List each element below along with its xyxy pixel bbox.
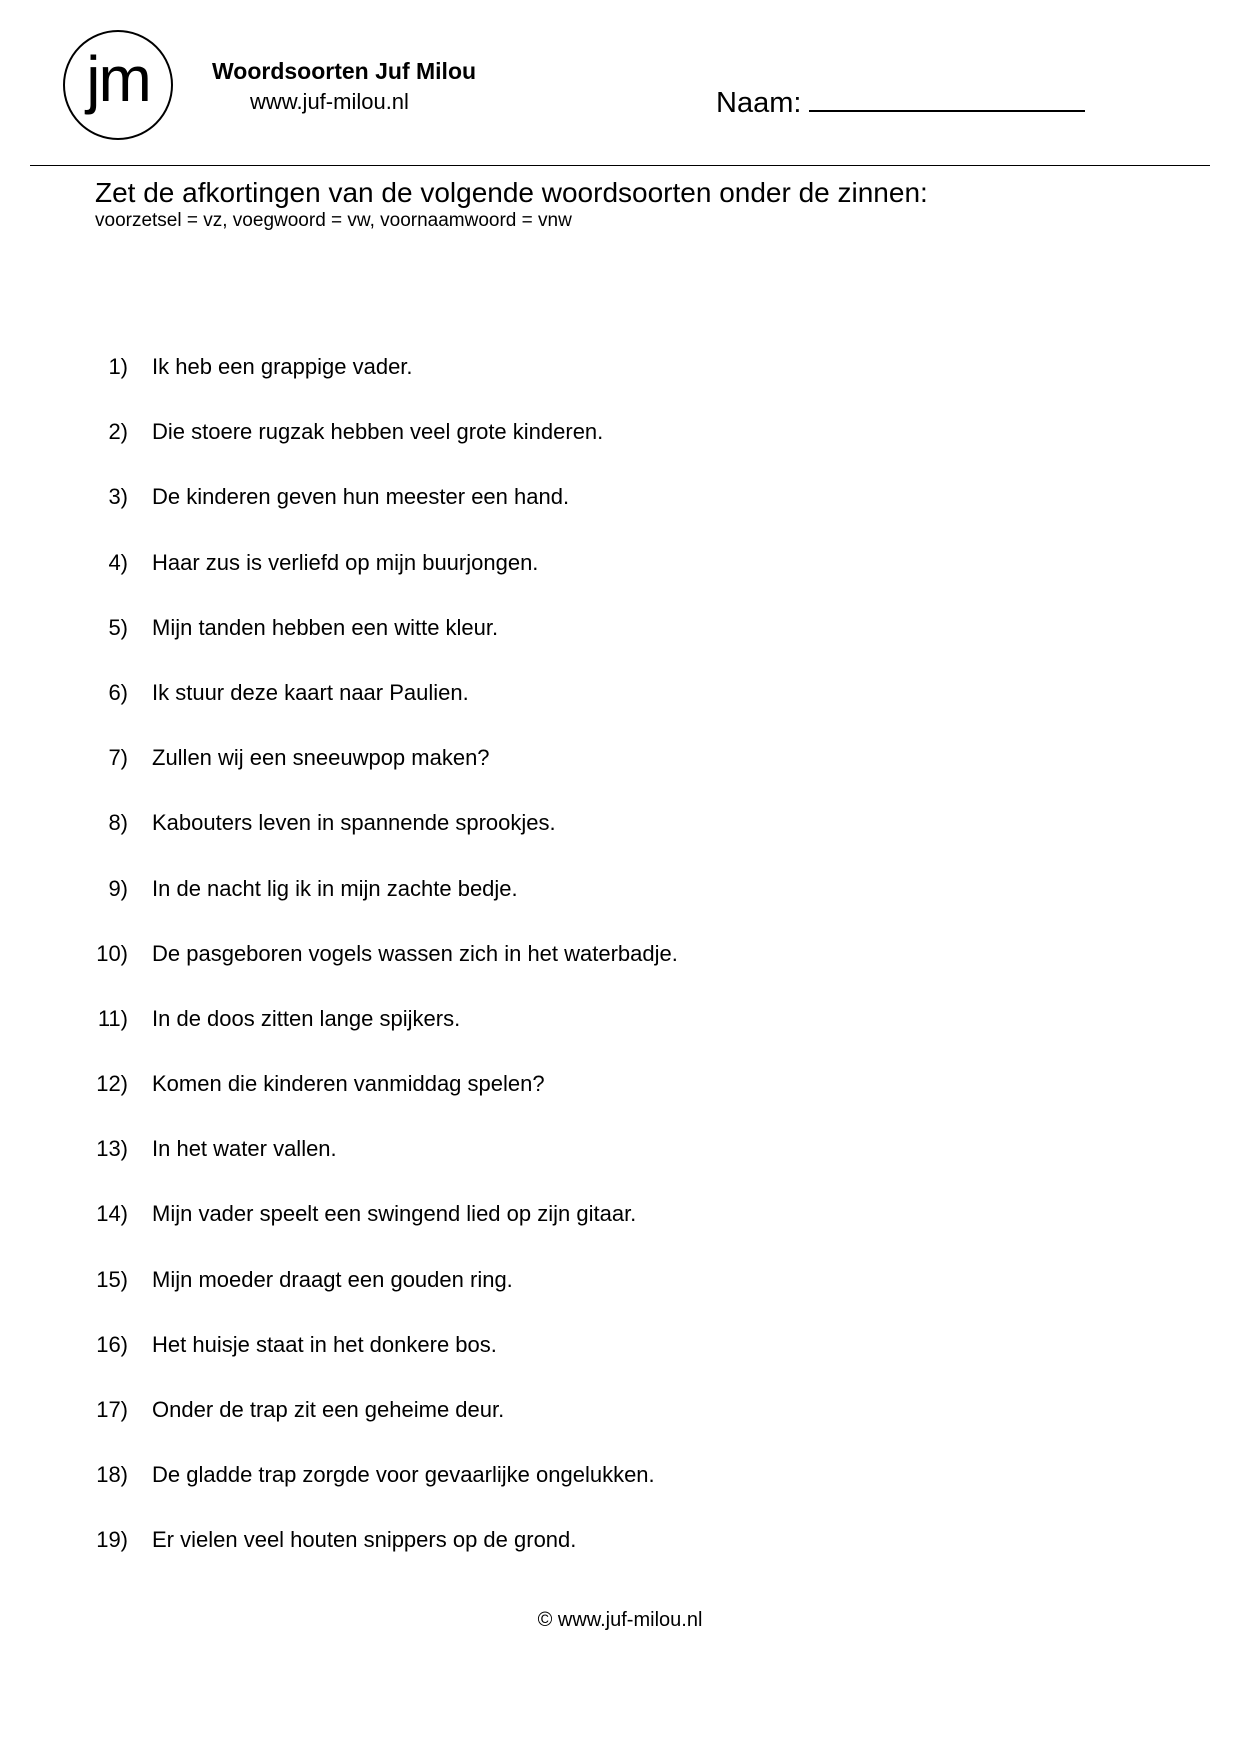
exercise-item xyxy=(0,940,1240,1005)
exercise-sentence: Die stoere rugzak hebben veel grote kinderen. xyxy=(152,419,604,445)
exercise-number: 9) xyxy=(108,875,128,901)
exercise-number: 19) xyxy=(96,1527,128,1553)
exercise-item xyxy=(0,744,1240,809)
exercise-item xyxy=(0,483,1240,548)
exercise-sentence: Er vielen veel houten snippers op de grond. xyxy=(152,1527,577,1553)
exercise-item xyxy=(0,1200,1240,1265)
exercise-item xyxy=(0,1331,1240,1396)
exercise-sentence: Het huisje staat in het donkere bos. xyxy=(152,1331,497,1357)
name-label: Naam: xyxy=(716,87,802,119)
name-blank-line xyxy=(809,84,1085,112)
exercise-sentence: Komen die kinderen vanmiddag spelen? xyxy=(152,1071,545,1097)
logo xyxy=(63,30,173,140)
exercise-number: 12) xyxy=(96,1071,128,1097)
exercise-item xyxy=(0,1461,1240,1526)
exercise-sentence: De kinderen geven hun meester een hand. xyxy=(152,484,570,510)
exercise-item xyxy=(0,1005,1240,1070)
exercise-number: 6) xyxy=(108,679,128,705)
exercise-sentence: Ik heb een grappige vader. xyxy=(152,354,413,379)
instruction-title: Zet de afkortingen van de volgende woordsoorten onder de zinnen: xyxy=(95,177,928,208)
exercise-item xyxy=(0,549,1240,614)
site-title: Woordsoorten Juf Milou xyxy=(212,58,477,84)
instruction-legend: voorzetsel = vz, voegwoord = vw, voornaamwoord = vnw xyxy=(95,210,572,231)
exercise-number: 1) xyxy=(108,354,128,379)
exercise-item xyxy=(0,679,1240,744)
exercise-number: 5) xyxy=(108,614,128,640)
exercise-item xyxy=(0,1135,1240,1200)
header-divider xyxy=(30,165,1210,166)
exercise-item xyxy=(0,614,1240,679)
exercise-sentence: De pasgeboren vogels wassen zich in het waterbadje. xyxy=(152,940,678,966)
exercise-item xyxy=(0,875,1240,940)
exercise-sentence: In de doos zitten lange spijkers. xyxy=(152,1005,461,1031)
exercise-item xyxy=(0,809,1240,874)
exercise-sentence: Mijn moeder draagt een gouden ring. xyxy=(152,1266,513,1292)
exercise-sentence: Onder de trap zit een geheime deur. xyxy=(152,1397,505,1422)
exercise-item xyxy=(0,1526,1240,1591)
exercise-item xyxy=(0,418,1240,483)
site-url: www.juf-milou.nl xyxy=(250,89,409,114)
exercise-number: 18) xyxy=(96,1462,128,1488)
exercise-sentence: Mijn vader speelt een swingend lied op zijn gitaar. xyxy=(152,1201,637,1227)
exercise-number: 17) xyxy=(96,1397,128,1422)
exercise-number: 10) xyxy=(96,940,128,966)
exercise-number: 7) xyxy=(108,745,128,771)
exercise-number: 8) xyxy=(108,810,128,836)
exercise-number: 3) xyxy=(108,484,128,510)
exercise-sentence: In de nacht lig ik in mijn zachte bedje. xyxy=(152,875,518,901)
footer-copyright: © www.juf-milou.nl xyxy=(537,1609,703,1631)
exercise-sentence: Ik stuur deze kaart naar Paulien. xyxy=(152,679,469,705)
exercise-number: 15) xyxy=(96,1266,128,1292)
name-field xyxy=(716,84,1085,120)
exercise-item xyxy=(0,353,1240,418)
exercise-item xyxy=(0,1266,1240,1331)
exercise-number: 16) xyxy=(96,1331,128,1357)
exercise-sentence: Mijn tanden hebben een witte kleur. xyxy=(152,614,499,640)
exercise-number: 13) xyxy=(96,1136,128,1162)
exercise-number: 2) xyxy=(108,419,128,445)
exercise-sentence: Kabouters leven in spannende sprookjes. xyxy=(152,810,556,836)
exercise-item xyxy=(0,1070,1240,1135)
exercise-number: 4) xyxy=(108,549,128,575)
exercise-list xyxy=(0,353,1240,1592)
logo-text: jm xyxy=(86,43,150,115)
exercise-sentence: Haar zus is verliefd op mijn buurjongen. xyxy=(152,549,539,575)
exercise-item xyxy=(0,1396,1240,1461)
exercise-sentence: Zullen wij een sneeuwpop maken? xyxy=(152,745,490,771)
exercise-number: 11) xyxy=(97,1005,128,1031)
exercise-sentence: In het water vallen. xyxy=(152,1136,337,1162)
exercise-sentence: De gladde trap zorgde voor gevaarlijke ongelukken. xyxy=(152,1462,655,1488)
exercise-number: 14) xyxy=(96,1201,128,1227)
